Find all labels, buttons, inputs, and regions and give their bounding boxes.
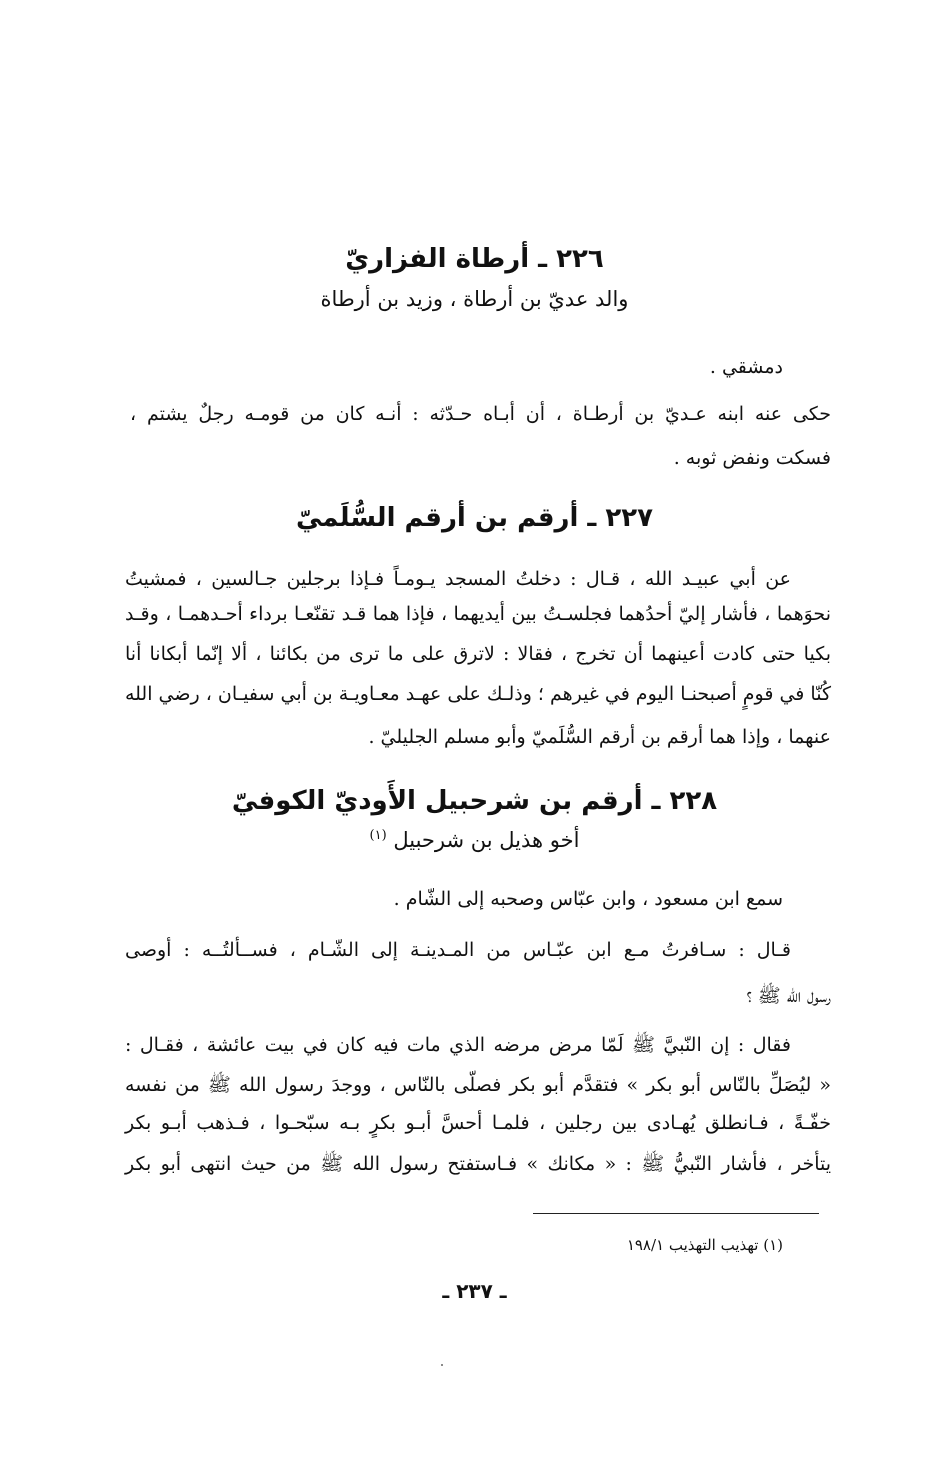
footnote-divider <box>533 1213 819 1214</box>
entry-228-title: ٢٢٨ ـ أرقم بن شرحبيل الأَوديّ الكوفيّ <box>231 786 718 816</box>
entry-227-line-2: نحوَهما ، فأشار إليّ أحدُهما فجلسـتُ بين أيديهما ، فإذا هما قـد تقنّعـا برداء أحـدهمـا ، وقـد <box>125 603 831 625</box>
entry-226-line-1: دمشقي . <box>709 356 783 378</box>
scan-speck <box>441 1364 443 1366</box>
footnote-text: (١) تهذيب التهذيب ١٩٨/١ <box>626 1236 783 1254</box>
entry-226-line-3: فسكت ونفض ثوبه . <box>673 447 831 469</box>
entry-228-para-1-line-1: سمع ابن مسعود ، وابن عبّاس وصحبه إلى الشّام . <box>393 888 783 910</box>
entry-226-title: ٢٢٦ ـ أرطاة الفزاريّ <box>345 244 604 274</box>
entry-228-subtitle-wrap <box>0 828 949 852</box>
entry-228-para-3-line-3: خفّـةً ، فـانطلق يُهـادى بين رجلين ، فلمـا أحسَّ أبـو بكرٍ بـه سبّحـوا ، فـذهب أبـو بكر <box>125 1112 831 1134</box>
entry-228-para-3-line-4: يتأخر ، فأشار النّبيُّ ﷺ : « مكانك » فـاستفتح رسول الله ﷺ من حيث انتهى أبو بكر <box>125 1153 831 1175</box>
entry-228-subtitle: أخو هذيل بن شرحبيل <box>393 828 580 852</box>
page-number: ـ ٢٣٧ ـ <box>442 1279 507 1303</box>
entry-227-line-3: بكيا حتى كادت أعينهما أن تخرج ، فقالا : لاترق على ما ترى من بكائنا ، ألا إنّما أبكانا أنا <box>125 643 831 665</box>
entry-226-subtitle: والد عديّ بن أرطاة ، وزيد بن أرطاة <box>320 287 629 311</box>
entry-228-para-2-line-2: رسول الله ﷺ ؟ <box>746 985 831 1007</box>
entry-226-line-2: حكى عنه ابنه عـديّ بن أرطـاة ، أن أبـاه حـدّثه : أنـه كان من قومـه رجلٌ يشتم ، <box>130 403 831 425</box>
entry-227-line-4: كُنّا في قومٍ أصبحنـا اليوم في غيرهم ؛ وذلـك على عهـد معـاويـة بن أبي سفيـان ، رضي الله <box>124 683 831 705</box>
entry-228-para-3-line-1: فقال : إن النّبيَّ ﷺ لَمّا مرض مرضه الذي مات فيه كان في بيت عائشة ، فقـال : <box>125 1034 791 1056</box>
entry-228-para-2-line-1: قـال : سـافرتُ مـع ابن عبّـاس من المـدينـة إلى الشّـام ، فســألتُــه : أوصى <box>125 939 791 961</box>
entry-227-title: ٢٢٧ ـ أرقم بن أرقم السُّلَميّ <box>296 503 653 533</box>
entry-227-line-1: عن أبي عبيـد الله ، قـال : دخلتُ المسجد يـومـاً فـإذا برجلين جـالسين ، فمشيتُ <box>125 568 791 590</box>
entry-227-line-5: عنهما ، وإذا هما أرقم بن أرقم السُّلَميّ وأبو مسلم الجليليّ . <box>368 726 831 748</box>
footnote-marker: (١) <box>369 828 387 843</box>
entry-228-para-3-line-2: « ليُصَلِّ بالنّاس أبو بكر » فتقدَّم أبو بكر فصلّى بالنّاس ، ووجدَ رسول الله ﷺ من نفسه <box>125 1074 831 1096</box>
